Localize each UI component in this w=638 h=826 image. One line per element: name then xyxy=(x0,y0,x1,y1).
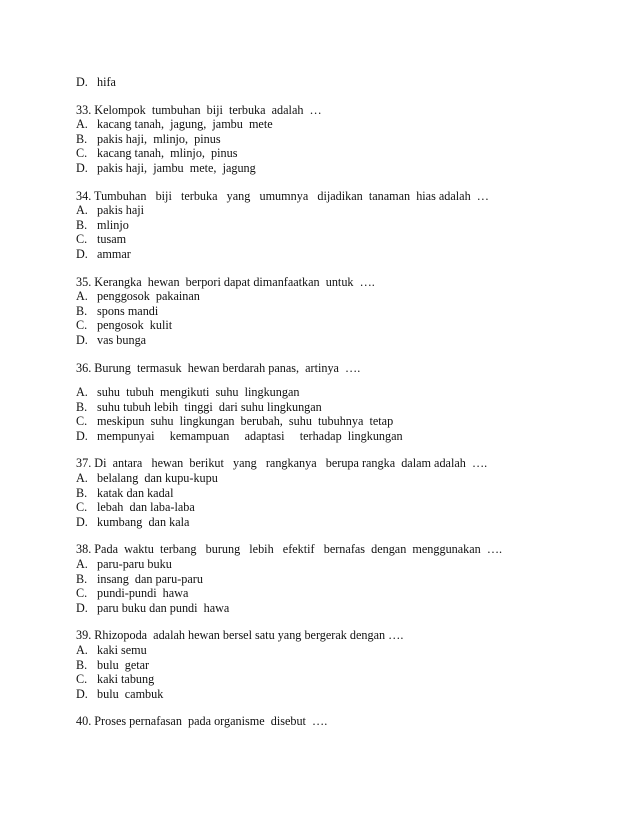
option-b xyxy=(76,486,566,501)
option-c xyxy=(76,586,566,601)
option-letter: D. xyxy=(76,600,88,615)
option-text: ammar xyxy=(97,246,131,261)
option-text: kumbang dan kala xyxy=(97,514,190,529)
option-text: insang dan paru-paru xyxy=(97,571,203,586)
option-b xyxy=(76,572,566,587)
option-d xyxy=(76,687,566,702)
question-35 xyxy=(76,275,566,348)
question-38 xyxy=(76,542,566,615)
option-a xyxy=(76,471,566,486)
question-37 xyxy=(76,456,566,529)
option-letter: D. xyxy=(76,332,88,347)
spacer xyxy=(76,348,566,361)
option-letter: C. xyxy=(76,500,88,515)
option-c xyxy=(76,414,566,429)
option-letter: A. xyxy=(76,643,88,657)
option-b xyxy=(76,132,566,147)
option-letter: D. xyxy=(76,160,88,175)
option-text: vas bunga xyxy=(97,332,147,347)
option-letter: C. xyxy=(76,146,88,161)
question-33 xyxy=(76,103,566,176)
option-a xyxy=(76,557,566,572)
option-letter: D. xyxy=(76,246,88,261)
option-letter: B. xyxy=(76,303,88,318)
option-text: kacang tanah, jagung, jambu mete xyxy=(97,117,273,132)
option-d-prev xyxy=(76,75,566,90)
option-c xyxy=(76,146,566,161)
option-text: tusam xyxy=(97,232,127,247)
option-letter: B. xyxy=(76,571,88,586)
option-d xyxy=(76,161,566,176)
option-text: penggosok pakainan xyxy=(97,289,200,304)
option-letter: A. xyxy=(76,471,88,486)
option-d xyxy=(76,333,566,348)
option-letter: B. xyxy=(76,657,88,672)
option-letter: D. xyxy=(76,428,88,443)
option-b xyxy=(76,658,566,673)
spacer xyxy=(76,90,566,103)
question-40 xyxy=(76,714,566,729)
question-stem: 33. Kelompok tumbuhan biji terbuka adalah … xyxy=(76,102,322,117)
option-letter: D. xyxy=(76,75,88,89)
option-c xyxy=(76,500,566,515)
option-text: pundi-pundi hawa xyxy=(97,586,189,601)
option-c xyxy=(76,672,566,687)
option-letter: A. xyxy=(76,557,88,572)
option-letter: D. xyxy=(76,686,88,701)
option-text: katak dan kadal xyxy=(97,485,174,500)
question-stem: 38. Pada waktu terbang burung lebih efektif bernafas dengan menggunakan …. xyxy=(76,542,503,557)
option-text: meskipun suhu lingkungan berubah, suhu tubuhnya tetap xyxy=(97,414,394,429)
option-text: suhu tubuh lebih tinggi dari suhu lingkungan xyxy=(97,399,322,414)
option-letter: B. xyxy=(76,399,88,414)
option-d xyxy=(76,601,566,616)
option-d xyxy=(76,429,566,444)
spacer xyxy=(76,443,566,456)
question-stem: 37. Di antara hewan berikut yang rangkanya berupa rangka dalam adalah …. xyxy=(76,456,488,471)
option-text: kaki tabung xyxy=(97,672,155,687)
option-a xyxy=(76,385,566,400)
option-letter: C. xyxy=(76,318,88,333)
spacer xyxy=(76,529,566,542)
option-letter: B. xyxy=(76,217,88,232)
option-text: hifa xyxy=(97,75,116,89)
option-text: spons mandi xyxy=(97,303,159,318)
option-letter: B. xyxy=(76,131,88,146)
question-39 xyxy=(76,628,566,701)
question-stem: 40. Proses pernafasan pada organisme disebut …. xyxy=(76,714,328,729)
question-stem: 34. Tumbuhan biji terbuka yang umumnya dijadikan tanaman hias adalah … xyxy=(76,188,489,203)
spacer xyxy=(76,701,566,714)
option-letter: C. xyxy=(76,414,88,429)
spacer xyxy=(76,176,566,189)
option-c xyxy=(76,318,566,333)
option-letter: D. xyxy=(76,514,88,529)
option-text: lebah dan laba-laba xyxy=(97,500,195,515)
option-b xyxy=(76,304,566,319)
option-a xyxy=(76,203,566,218)
option-d xyxy=(76,247,566,262)
option-letter: C. xyxy=(76,672,88,687)
spacer xyxy=(76,615,566,628)
option-d xyxy=(76,515,566,530)
question-stem: 35. Kerangka hewan berpori dapat dimanfaatkan untuk …. xyxy=(76,274,375,289)
option-letter: C. xyxy=(76,586,88,601)
option-letter: A. xyxy=(76,385,88,400)
option-letter: B. xyxy=(76,485,88,500)
option-text: paru buku dan pundi hawa xyxy=(97,600,230,615)
option-letter: C. xyxy=(76,232,88,247)
option-a xyxy=(76,117,566,132)
question-stem: 36. Burung termasuk hewan berdarah panas, artinya …. xyxy=(76,360,361,375)
option-text: paru-paru buku xyxy=(97,557,172,572)
question-36 xyxy=(76,361,566,444)
option-letter: A. xyxy=(76,117,88,132)
option-b xyxy=(76,400,566,415)
question-34 xyxy=(76,189,566,262)
option-text: bulu cambuk xyxy=(97,686,164,701)
option-a xyxy=(76,289,566,304)
option-text: mempunyai kemampuan adaptasi terhadap lingkungan xyxy=(97,428,403,443)
option-text: pakis haji xyxy=(97,203,145,218)
option-b xyxy=(76,218,566,233)
option-text: pakis haji, mlinjo, pinus xyxy=(97,131,221,146)
spacer xyxy=(76,262,566,275)
option-text: bulu getar xyxy=(97,657,150,672)
option-text: belalang dan kupu-kupu xyxy=(97,471,218,486)
option-text: kacang tanah, mlinjo, pinus xyxy=(97,146,238,161)
question-list xyxy=(76,75,566,729)
option-text: suhu tubuh mengikuti suhu lingkungan xyxy=(97,385,300,400)
option-c xyxy=(76,232,566,247)
option-letter: A. xyxy=(76,289,88,304)
option-text: pengosok kulit xyxy=(97,318,173,333)
option-text: mlinjo xyxy=(97,217,129,232)
option-text: pakis haji, jambu mete, jagung xyxy=(97,160,256,175)
spacer xyxy=(76,375,566,385)
option-text: kaki semu xyxy=(97,643,147,657)
option-a xyxy=(76,643,566,658)
question-stem: 39. Rhizopoda adalah hewan bersel satu yang bergerak dengan …. xyxy=(76,628,404,643)
option-letter: A. xyxy=(76,203,88,218)
